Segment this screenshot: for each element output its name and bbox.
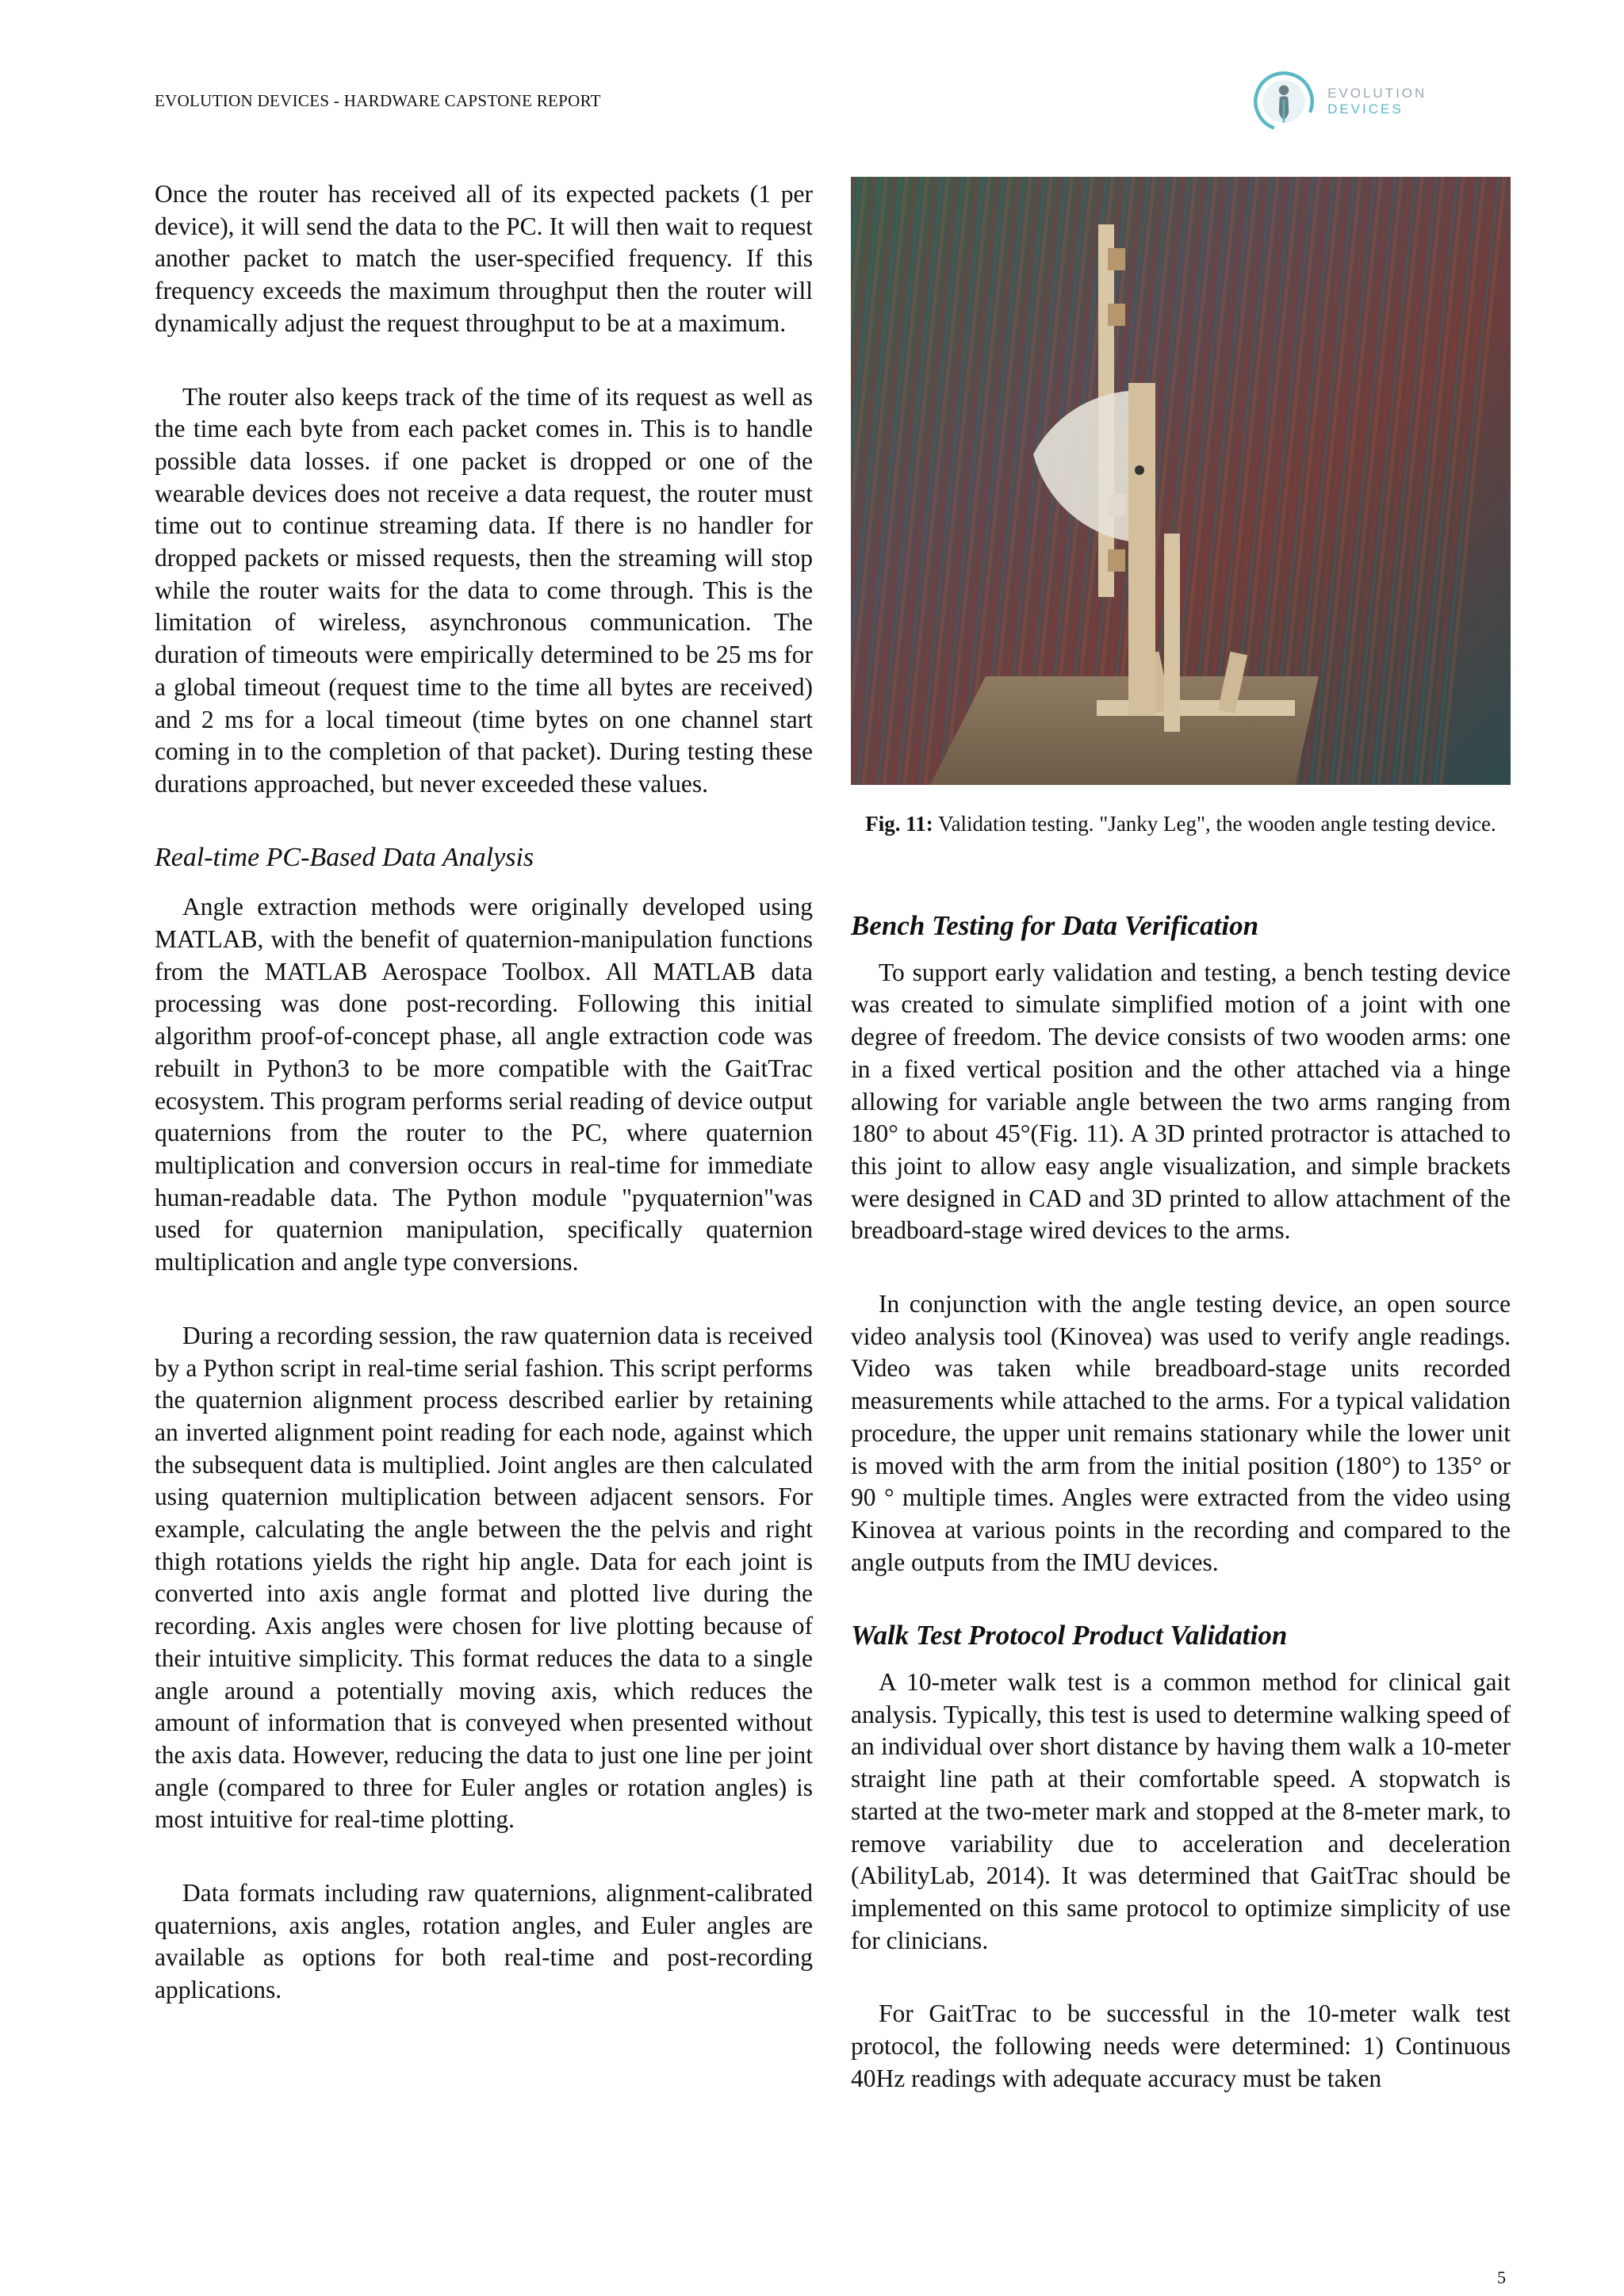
subheading-data-analysis: Real-time PC-Based Data Analysis (155, 842, 534, 872)
paragraph-bench-device: To support early validation and testing, a bench testing device was created to simulate simplified motion of a joint with one degree of freedom. The device consists of two wooden arms: one in a fixed vertical position and the other attached via a hinge allowing for variable angle between the two arms ranging from 180° to about 45°(Fig. 11). A 3D printed protractor is attached to this joint to allow easy angle visualization, and simple brackets were designed in CAD and 3D printed to allow attachment of the breadboard-stage wired devices to the arms. (851, 958, 1511, 1245)
logo-word-devices: DEVICES (1327, 101, 1404, 117)
left-column (155, 178, 813, 2007)
evolution-devices-logo-icon (1251, 65, 1316, 138)
running-header: EVOLUTION DEVICES - HARDWARE CAPSTONE REPORT (155, 91, 601, 110)
paragraph-kinovea: In conjunction with the angle testing device, an open source video analysis tool (Kinovea) was used to verify angle readings. Video was taken while breadboard-stage units recorded measurements while attached to the arms. For a typical validation procedure, the upper unit remains stationary while the lower unit is moved with the arm from the initial position (180°) to 135° or 90 ° multiple times. Angles were extracted from the video using Kinovea at various points in the recording and compared to the angle outputs from the IMU devices. (851, 1290, 1511, 1576)
figure-label: Fig. 11: (865, 812, 933, 836)
paragraph-router-packets: Once the router has received all of its expected packets (1 per device), it will send the data to the PC. It will then wait to request another packet to match the user-specified frequency. If this frequency exceeds the maximum throughput then the router will dynamically adjust the request throughput to be at a maximum. (155, 180, 813, 337)
logo-wordmark (1327, 86, 1489, 117)
paragraph-walk-test: A 10-meter walk test is a common method for clinical gait analysis. Typically, this test is used to determine walking speed of an individual over short distance by having them walk a 10-meter straight line path at their comfortable speed. A stopwatch is started at the two-meter mark and stopped at the 8-meter mark, to remove variability due to acceleration and deceleration (AbilityLab, 2014). It was determined that GaitTrac should be implemented on this same protocol to optimize simplicity of use for clinicians. (851, 1668, 1511, 1954)
right-column (851, 910, 1511, 2095)
logo-word-evolution: EVOLUTION (1327, 86, 1427, 101)
page-number: 5 (1497, 2267, 1506, 2287)
paragraph-recording-session: During a recording session, the raw quaternion data is received by a Python script in real-time serial fashion. This script performs the quaternion alignment process described earlier by retaining an inverted alignment point reading for each node, against which the subsequent data is multiplied. Joint angles are then calculated using quaternion multiplication between adjacent sensors. For example, calculating the angle between the the pelvis and right thigh rotations yields the right hip angle. Data for each joint is converted into axis angle format and plotted live during the recording. Axis angles were chosen for live plotting because of their intuitive simplicity. This format reduces the data to a single angle around a potentially moving axis, which reduces the amount of information that is conveyed when presented without the axis data. However, reducing the data to just one line per joint angle (compared to three for Euler angles or rotation angles) is most intuitive for real-time plotting. (155, 1321, 813, 1834)
paragraph-router-timeouts: The router also keeps track of the time of its request as well as the time each byte from each packet comes in. This is to handle possible data losses. if one packet is dropped or one of the wearable devices does not receive a data request, the router must time out to continue streaming data. If there is no handler for dropped packets or missed requests, then the streaming will stop while the router waits for the data to come through. This is the limitation of wireless, asynchronous communication. The duration of timeouts were empirically determined to be 25 ms for a global timeout (request time to the time all bytes are received) and 2 ms for a local timeout (time bytes on one channel start coming in to the completion of that packet). During testing these durations approached, but never exceeded these values. (155, 382, 813, 798)
paragraph-angle-extraction: Angle extraction methods were originally developed using MATLAB, with the benefit of quaternion-manipulation functions from the MATLAB Aerospace Toolbox. All MATLAB data processing was done post-recording. Following this initial algorithm proof-of-concept phase, all angle extraction code was rebuilt in Python3 to be more compatible with the GaitTrac ecosystem. This program performs serial reading of device output quaternions from the router to the PC, where quaternion multiplication and conversion occurs in real-time for immediate human-readable data. The Python module "pyquaternion"was used for quaternion manipulation, specifically quaternion multiplication and angle type conversions. (155, 893, 813, 1276)
heading-walk-test: Walk Test Protocol Product Validation (851, 1620, 1288, 1651)
heading-bench-testing: Bench Testing for Data Verification (851, 910, 1259, 941)
paragraph-gaittrac-needs: For GaitTrac to be successful in the 10-meter walk test protocol, the following needs were determined: 1) Continuous 40Hz readings with adequate accuracy must be taken (851, 1999, 1511, 2092)
figure-caption-text: Validation testing. "Janky Leg", the wooden angle testing device. (938, 812, 1496, 836)
paragraph-data-formats: Data formats including raw quaternions, alignment-calibrated quaternions, axis angles, rotation angles, and Euler angles are available as options for both real-time and post-recording applications. (155, 1879, 813, 2004)
company-logo (1251, 65, 1489, 138)
figure-caption (851, 809, 1511, 839)
figure-janky-leg-photo (851, 177, 1511, 785)
